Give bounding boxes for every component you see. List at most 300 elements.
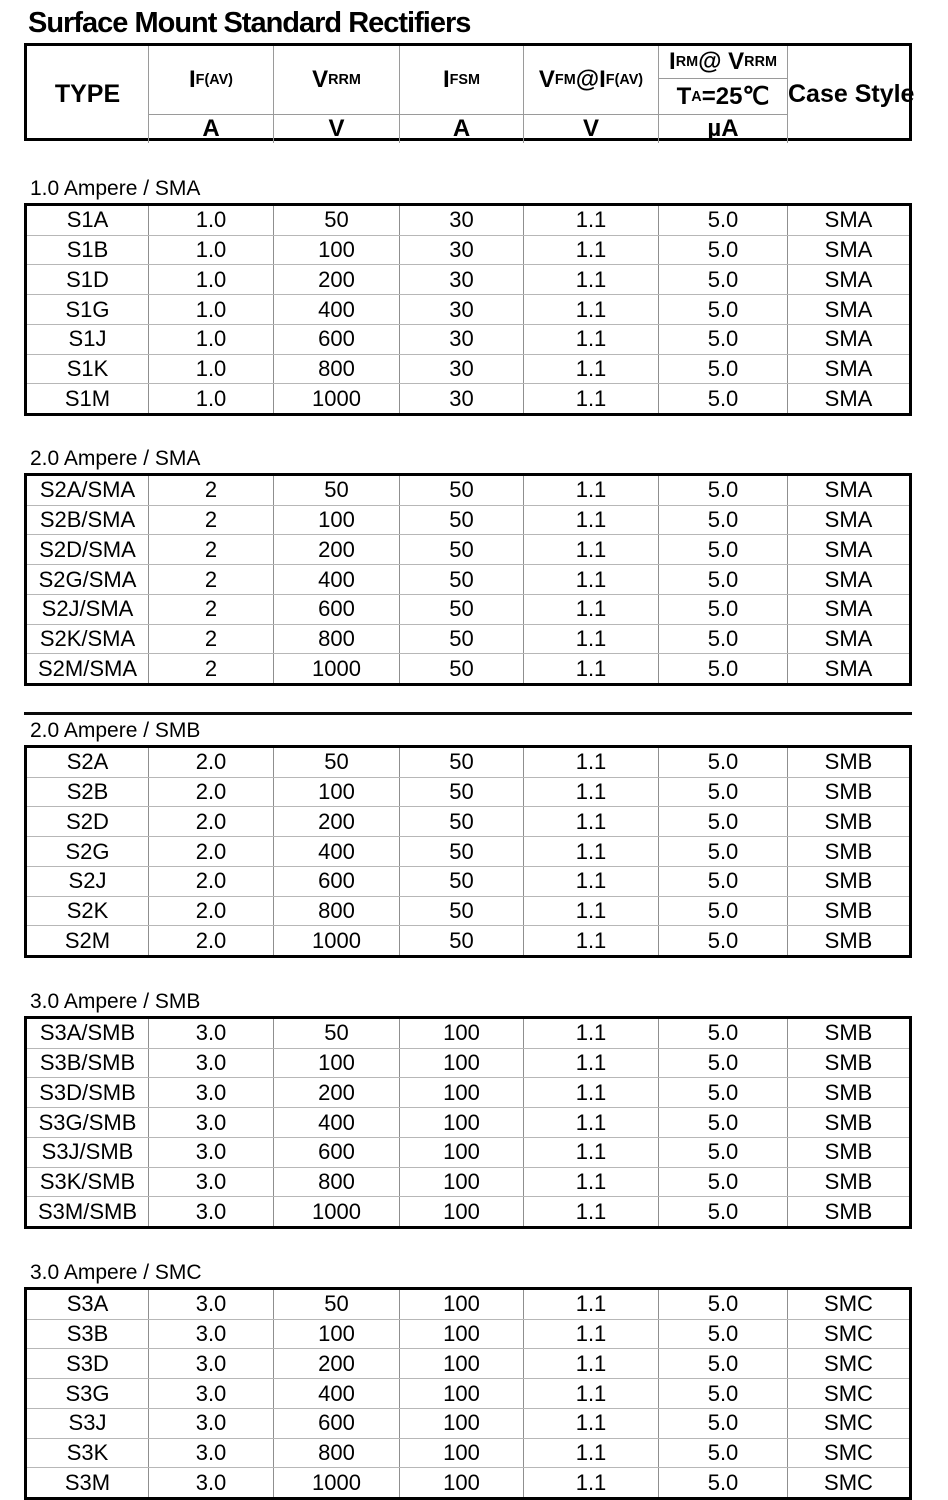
table-cell: S2M [64,927,111,953]
table-cell: 200 [273,807,399,836]
table-cell: 5.0 [658,1078,787,1107]
table-cell: 30 [399,206,523,235]
unit-cell-a2: A [399,114,523,143]
label-text: V [538,66,555,93]
table-cell: 2.0 [148,778,273,807]
table-cell: SMB [787,1108,909,1137]
table-cell: 400 [273,837,399,866]
table-cell: S1J [68,326,107,352]
table-cell: S1A [66,207,109,233]
table-row [27,1167,909,1197]
param-header-vrrm [273,46,399,114]
table-cell: S2M/SMA [37,655,138,681]
table-cell: 1.0 [148,206,273,235]
section-heading: 2.0 Ampere / SMA [30,447,201,470]
table-cell: 1000 [273,926,399,955]
table-cell: 100 [399,1019,523,1048]
table-cell: 800 [273,625,399,654]
table-cell: 2.0 [148,748,273,777]
table-cell: 1.1 [523,565,658,594]
table-row [27,505,909,535]
data-table [24,745,912,958]
table-cell: 100 [399,1138,523,1167]
table-row [27,896,909,926]
table-cell: 3.0 [148,1138,273,1167]
table-cell: 100 [399,1468,523,1497]
table-cell: 5.0 [658,565,787,594]
table-cell: 400 [273,565,399,594]
table-cell: 1.0 [148,295,273,324]
table-cell: 5.0 [658,506,787,535]
table-cell: 5.0 [658,1379,787,1408]
page-title: Surface Mount Standard Rectifiers [28,7,471,39]
table-cell: 1.1 [523,1049,658,1078]
table-row [27,925,909,955]
unit-cell-v2: V [523,114,658,143]
label-text: @ V [698,48,745,75]
table-cell: 5.0 [658,654,787,683]
table-cell: 3.0 [148,1349,273,1378]
table-row [27,777,909,807]
table-cell: 2.0 [148,897,273,926]
table-row [27,1137,909,1167]
table-cell: SMC [787,1409,909,1438]
table-cell: 100 [399,1409,523,1438]
table-cell: 1.1 [523,654,658,683]
table-cell: 5.0 [658,535,787,564]
table-cell: 200 [273,1349,399,1378]
table-cell: 100 [399,1049,523,1078]
table-row [27,1048,909,1078]
table-row [27,594,909,624]
subscript-text: RM [675,54,699,70]
table-cell: 50 [399,897,523,926]
table-row [27,624,909,654]
table-cell: 1000 [273,654,399,683]
table-cell: S2G/SMA [38,566,137,592]
table-row [27,653,909,683]
table-cell: 5.0 [658,295,787,324]
table-cell: 1.1 [523,506,658,535]
table-cell: 100 [399,1349,523,1378]
table-cell: 5.0 [658,625,787,654]
table-cell: 800 [273,355,399,384]
table-cell: SMA [787,265,909,294]
table-cell: 100 [399,1197,523,1226]
table-row [27,534,909,564]
section-heading: 3.0 Ampere / SMB [30,990,201,1013]
table-row [27,1467,909,1497]
table-cell: 2 [148,476,273,505]
table-cell: 5.0 [658,1290,787,1319]
table-cell: S2A [66,749,109,775]
table-row [27,324,909,354]
table-cell: SMB [787,926,909,955]
label-text: I [189,66,196,93]
table-cell: 1.1 [523,748,658,777]
subscript-text: A [691,88,702,105]
table-cell: 1.1 [523,1108,658,1137]
table-cell: 2.0 [148,867,273,896]
table-row [27,1019,909,1048]
table-cell: 1.0 [148,265,273,294]
subscript-text: FSM [449,72,481,88]
table-cell: 50 [399,476,523,505]
unit-cell-a1: A [148,114,273,143]
table-row [27,476,909,505]
table-cell: 1.1 [523,476,658,505]
unit-cell-ua: µA [658,114,787,143]
table-cell: SMB [787,1168,909,1197]
table-cell: 5.0 [658,1349,787,1378]
case-style-header-cell: Case Style [787,46,914,143]
spec-header-table [24,43,915,142]
table-cell: S2B/SMA [39,507,136,533]
table-cell: 2 [148,625,273,654]
table-cell: S1K [66,355,109,381]
table-cell: 5.0 [658,355,787,384]
table-cell: 100 [273,778,399,807]
table-row [27,294,909,324]
table-cell: 400 [273,1108,399,1137]
table-cell: 100 [399,1320,523,1349]
data-table [24,473,912,686]
table-cell: 100 [273,1049,399,1078]
table-cell: S3B/SMB [39,1050,136,1076]
subscript-text: RRM [328,72,361,88]
table-row [27,1408,909,1438]
table-cell: S2D [66,808,109,834]
table-row [27,383,909,413]
table-cell: SMA [787,625,909,654]
table-cell: 100 [399,1379,523,1408]
table-row [27,1196,909,1226]
table-cell: 5.0 [658,867,787,896]
table-cell: 3.0 [148,1019,273,1048]
table-cell: S3K/SMB [39,1168,136,1194]
table-cell: 2.0 [148,837,273,866]
table-cell: S2D/SMA [39,536,136,562]
table-cell: SMA [787,565,909,594]
table-cell: 1.1 [523,837,658,866]
table-cell: SMC [787,1320,909,1349]
table-cell: 1000 [273,1468,399,1497]
table-cell: 5.0 [658,206,787,235]
table-row [27,264,909,294]
table-cell: 200 [273,265,399,294]
table-cell: S3A [66,1291,109,1317]
label-text: =25℃ [701,83,770,110]
irm-condition-cell [658,78,787,114]
section-heading: 1.0 Ampere / SMA [30,177,201,200]
table-cell: S2K [66,897,109,923]
table-cell: S1D [66,266,109,292]
table-cell: S2K/SMA [39,625,136,651]
table-cell: SMA [787,595,909,624]
data-table [24,203,912,416]
table-cell: S3J [68,1410,107,1436]
table-cell: 100 [399,1168,523,1197]
table-cell: 50 [399,595,523,624]
table-cell: 5.0 [658,476,787,505]
table-cell: 50 [273,748,399,777]
table-cell: 1.1 [523,206,658,235]
table-cell: SMB [787,807,909,836]
table-cell: 50 [399,807,523,836]
table-cell: 1.1 [523,325,658,354]
table-cell: 1.1 [523,807,658,836]
table-cell: S3D/SMB [39,1079,136,1105]
table-cell: 200 [273,535,399,564]
table-cell: 200 [273,1078,399,1107]
section-separator [24,712,912,715]
table-row [27,354,909,384]
table-cell: SMA [787,476,909,505]
table-cell: S2G [65,838,110,864]
table-cell: 50 [273,206,399,235]
table-cell: SMB [787,778,909,807]
table-cell: 800 [273,1168,399,1197]
section-3a-smc [24,1260,912,1500]
table-cell: S3D [66,1350,109,1376]
table-cell: 5.0 [658,265,787,294]
table-row [27,836,909,866]
table-row [27,1438,909,1468]
table-cell: 2 [148,654,273,683]
label-text: I [669,48,676,75]
table-cell: 5.0 [658,1409,787,1438]
table-cell: SMB [787,837,909,866]
table-cell: 2 [148,565,273,594]
table-cell: 5.0 [658,595,787,624]
table-cell: 5.0 [658,1197,787,1226]
table-cell: 30 [399,295,523,324]
table-cell: 2.0 [148,926,273,955]
table-cell: 1.1 [523,1349,658,1378]
table-cell: SMC [787,1349,909,1378]
table-cell: 5.0 [658,926,787,955]
table-cell: 5.0 [658,807,787,836]
table-row [27,1107,909,1137]
table-cell: S3A/SMB [39,1020,136,1046]
table-cell: 50 [399,565,523,594]
table-cell: 3.0 [148,1468,273,1497]
table-cell: SMB [787,1078,909,1107]
table-cell: 3.0 [148,1320,273,1349]
table-cell: S3G/SMB [38,1109,137,1135]
table-cell: 50 [399,535,523,564]
table-cell: 3.0 [148,1197,273,1226]
table-cell: 1.1 [523,535,658,564]
subscript-text: F(AV) [195,72,233,88]
table-cell: 30 [399,355,523,384]
table-cell: 1.1 [523,778,658,807]
table-cell: 3.0 [148,1049,273,1078]
param-header-if-av [148,46,273,114]
param-header-irm [658,46,787,78]
table-cell: 5.0 [658,748,787,777]
unit-cell-v1: V [273,114,399,143]
table-cell: 1.1 [523,1439,658,1468]
table-cell: 30 [399,384,523,413]
section-2a-sma [24,446,912,686]
table-cell: 1.1 [523,1468,658,1497]
table-cell: 1.1 [523,1290,658,1319]
table-cell: 3.0 [148,1290,273,1319]
table-cell: 50 [399,625,523,654]
table-cell: S1G [65,296,110,322]
table-cell: 30 [399,236,523,265]
table-cell: 3.0 [148,1439,273,1468]
table-cell: SMB [787,1138,909,1167]
table-row [27,806,909,836]
table-cell: 3.0 [148,1409,273,1438]
table-row [27,564,909,594]
table-cell: 1.1 [523,1078,658,1107]
table-cell: SMA [787,355,909,384]
table-cell: 1.1 [523,1019,658,1048]
subscript-text: FM [554,72,576,88]
table-cell: 1.1 [523,295,658,324]
table-cell: SMA [787,535,909,564]
table-cell: 30 [399,325,523,354]
table-cell: 400 [273,1379,399,1408]
table-cell: SMB [787,897,909,926]
table-cell: 50 [273,1019,399,1048]
table-cell: S3M/SMB [37,1198,138,1224]
table-cell: S3M [64,1469,111,1495]
table-cell: 5.0 [658,1468,787,1497]
table-cell: 5.0 [658,1019,787,1048]
table-cell: 100 [399,1078,523,1107]
table-cell: 50 [399,506,523,535]
table-cell: 800 [273,1439,399,1468]
table-cell: SMA [787,325,909,354]
table-cell: SMA [787,384,909,413]
table-cell: 1.1 [523,867,658,896]
table-cell: 50 [399,748,523,777]
table-cell: 100 [273,506,399,535]
data-table [24,1287,912,1500]
section-2a-smb [24,718,912,958]
subscript-text: F(AV) [605,72,644,88]
table-cell: 1.1 [523,265,658,294]
table-cell: S3B [66,1321,109,1347]
table-cell: SMC [787,1290,909,1319]
table-row [27,206,909,235]
table-cell: 5.0 [658,1320,787,1349]
table-cell: 600 [273,1138,399,1167]
table-cell: 100 [399,1290,523,1319]
table-cell: 1000 [273,1197,399,1226]
table-cell: 2 [148,535,273,564]
param-header-vfm [523,46,658,114]
section-heading: 3.0 Ampere / SMC [30,1261,202,1284]
table-row [27,866,909,896]
table-cell: 1.1 [523,1138,658,1167]
table-cell: 600 [273,595,399,624]
table-cell: 5.0 [658,325,787,354]
table-cell: 5.0 [658,1439,787,1468]
table-cell: 5.0 [658,1168,787,1197]
data-table [24,1016,912,1229]
table-cell: 1.1 [523,384,658,413]
table-cell: 1.0 [148,355,273,384]
table-cell: S1M [64,385,111,411]
label-text: I [442,66,450,93]
table-cell: S2J/SMA [41,596,134,622]
table-cell: 1.1 [523,355,658,384]
table-cell: SMB [787,748,909,777]
table-cell: 50 [399,926,523,955]
table-cell: SMB [787,1197,909,1226]
table-cell: 100 [399,1439,523,1468]
table-cell: 3.0 [148,1108,273,1137]
table-cell: 5.0 [658,778,787,807]
table-cell: 50 [399,837,523,866]
table-row [27,235,909,265]
table-cell: 1.1 [523,1197,658,1226]
table-cell: 5.0 [658,384,787,413]
table-cell: SMA [787,295,909,324]
table-cell: 1.1 [523,1409,658,1438]
table-cell: 50 [273,476,399,505]
section-1a-sma [24,176,912,416]
table-cell: 5.0 [658,1108,787,1137]
table-cell: 50 [399,778,523,807]
table-cell: SMB [787,867,909,896]
table-cell: 30 [399,265,523,294]
table-cell: SMC [787,1468,909,1497]
table-cell: 2.0 [148,807,273,836]
table-cell: 1.0 [148,384,273,413]
table-cell: SMC [787,1439,909,1468]
table-cell: SMA [787,506,909,535]
table-cell: SMA [787,654,909,683]
subscript-text: RRM [744,54,777,70]
table-cell: 100 [399,1108,523,1137]
table-cell: 3.0 [148,1078,273,1107]
table-cell: 1.1 [523,625,658,654]
table-cell: 400 [273,295,399,324]
table-cell: S3K [66,1439,109,1465]
table-cell: 600 [273,867,399,896]
table-cell: 50 [273,1290,399,1319]
table-cell: 1.0 [148,236,273,265]
table-cell: 100 [273,1320,399,1349]
param-header-ifsm [399,46,523,114]
table-cell: 5.0 [658,1138,787,1167]
table-cell: S3G [65,1380,110,1406]
section-3a-smb [24,989,912,1229]
table-cell: 1.1 [523,1168,658,1197]
table-cell: 5.0 [658,1049,787,1078]
table-cell: SMB [787,1019,909,1048]
table-cell: S2J [68,868,107,894]
table-cell: S1B [66,237,109,263]
table-cell: 1.1 [523,595,658,624]
table-cell: 1.1 [523,236,658,265]
table-cell: 2 [148,595,273,624]
table-cell: 5.0 [658,897,787,926]
table-cell: 1.1 [523,1379,658,1408]
table-cell: 50 [399,654,523,683]
table-cell: SMA [787,206,909,235]
table-cell: 50 [399,867,523,896]
label-text: @I [575,66,606,93]
table-cell: 1000 [273,384,399,413]
table-cell: 1.1 [523,926,658,955]
